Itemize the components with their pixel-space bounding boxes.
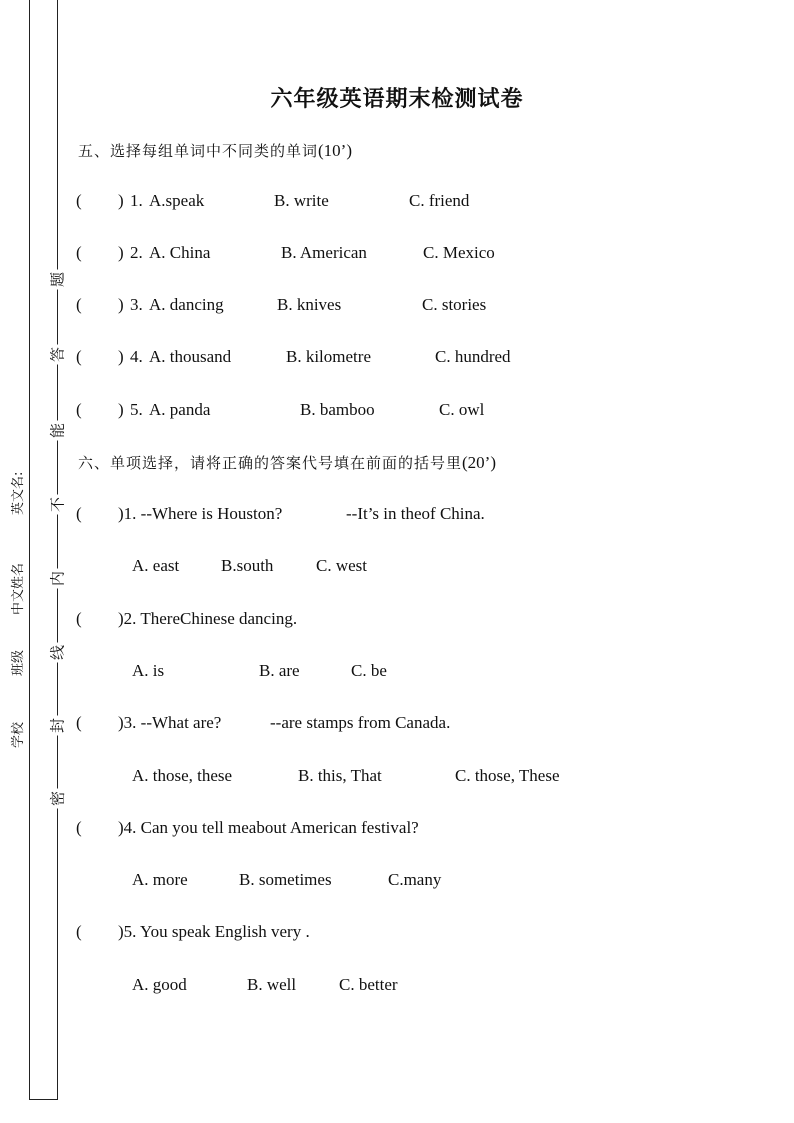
answer-paren-close: ) [118,295,124,314]
option-b: B. well [247,975,297,994]
option-a: A. is [132,661,165,680]
option-c: C. friend [409,191,470,210]
option-b: B. write [274,191,329,210]
section-6-question-3 [0,713,794,737]
section-5-question-1 [0,191,794,215]
answer-paren-open: ( [76,504,82,523]
english-name-label: 英文名: [11,471,26,515]
option-b: B. American [281,243,367,262]
section-5-question-3 [0,295,794,319]
seal-char-1: 密 [51,789,66,809]
option-c: C. hundred [435,347,511,366]
answer-paren-open: ( [76,609,82,628]
option-b: B. sometimes [239,870,332,889]
seal-char-7: 答 [51,345,66,365]
question-number: 5. [130,400,143,419]
question-stem: )3. --What are? [118,713,222,732]
option-c: C. west [316,556,367,575]
option-a: A. panda [149,400,211,419]
option-a: A. China [149,243,211,262]
section-6-options-4 [0,870,794,894]
question-stem: )1. --Where is Houston? [118,504,283,523]
school-label: 学校 [11,721,26,748]
answer-paren-open: ( [76,347,82,366]
answer-paren-open: ( [76,400,82,419]
section-6-question-5 [0,922,794,946]
option-c: C.many [388,870,442,889]
question-number: 2. [130,243,143,262]
answer-paren-open: ( [76,243,82,262]
section-5-question-5 [0,400,794,424]
option-c: C. stories [422,295,487,314]
seal-char-4: 内 [51,569,66,589]
option-c: C. be [351,661,387,680]
seal-char-8: 题 [51,270,66,290]
seal-char-3: 线 [51,643,66,663]
section-6-options-1 [0,556,794,580]
option-b: B.south [221,556,274,575]
answer-paren-close: ) [118,243,124,262]
section-6-options-3 [0,766,794,790]
question-number: 4. [130,347,143,366]
answer-paren-open: ( [76,295,82,314]
class-label: 班级 [11,649,26,676]
seal-char-5: 不 [51,495,66,515]
option-c: C. Mexico [423,243,495,262]
option-c: C. better [339,975,398,994]
section-5-question-4 [0,347,794,371]
question-stem: )5. You speak English very . [118,922,310,941]
option-a: A. dancing [149,295,224,314]
section-6-question-4 [0,818,794,842]
section-5-heading-text: 五、选择每组单词中不同类的单词 [78,142,319,160]
answer-paren-open: ( [76,713,82,732]
option-b: B. knives [277,295,342,314]
answer-paren-open: ( [76,922,82,941]
answer-paren-close: ) [118,347,124,366]
option-a: A. thousand [149,347,232,366]
option-a: A.speak [149,191,205,210]
option-a: A. east [132,556,180,575]
section-6-options-5 [0,975,794,999]
question-stem-reply: --It’s in theof China. [346,504,485,523]
option-b: B. this, That [298,766,382,785]
answer-paren-open: ( [76,818,82,837]
section-6-question-1 [0,504,794,528]
chinese-name-label: 中文姓名 [11,562,26,615]
section-5-heading [78,140,352,161]
section-5-score: (10’) [318,141,352,160]
option-a: A. good [132,975,187,994]
option-b: B. kilometre [286,347,371,366]
section-5-question-2 [0,243,794,267]
question-number: 3. [130,295,143,314]
seal-char-6: 能 [51,421,66,441]
option-a: A. more [132,870,188,889]
option-c: C. owl [439,400,485,419]
answer-paren-close: ) [118,400,124,419]
option-a: A. those, these [132,766,233,785]
answer-paren-close: ) [118,191,124,210]
section-6-question-2 [0,609,794,633]
section-6-options-2 [0,661,794,685]
option-b: B. are [259,661,300,680]
seal-char-2: 封 [51,716,66,736]
question-stem: )4. Can you tell meabout American festival? [118,818,419,837]
option-b: B. bamboo [300,400,375,419]
option-c: C. those, These [455,766,560,785]
section-6-heading-text: 六、单项选择，请将正确的答案代号填在前面的括号里 [78,454,463,472]
question-stem: )2. ThereChinese dancing. [118,609,298,628]
question-stem-reply: --are stamps from Canada. [270,713,451,732]
question-number: 1. [130,191,143,210]
section-6-heading [78,452,496,473]
answer-paren-open: ( [76,191,82,210]
section-6-score: (20’) [462,453,496,472]
page-title: 六年级英语期末检测试卷 [270,86,524,112]
